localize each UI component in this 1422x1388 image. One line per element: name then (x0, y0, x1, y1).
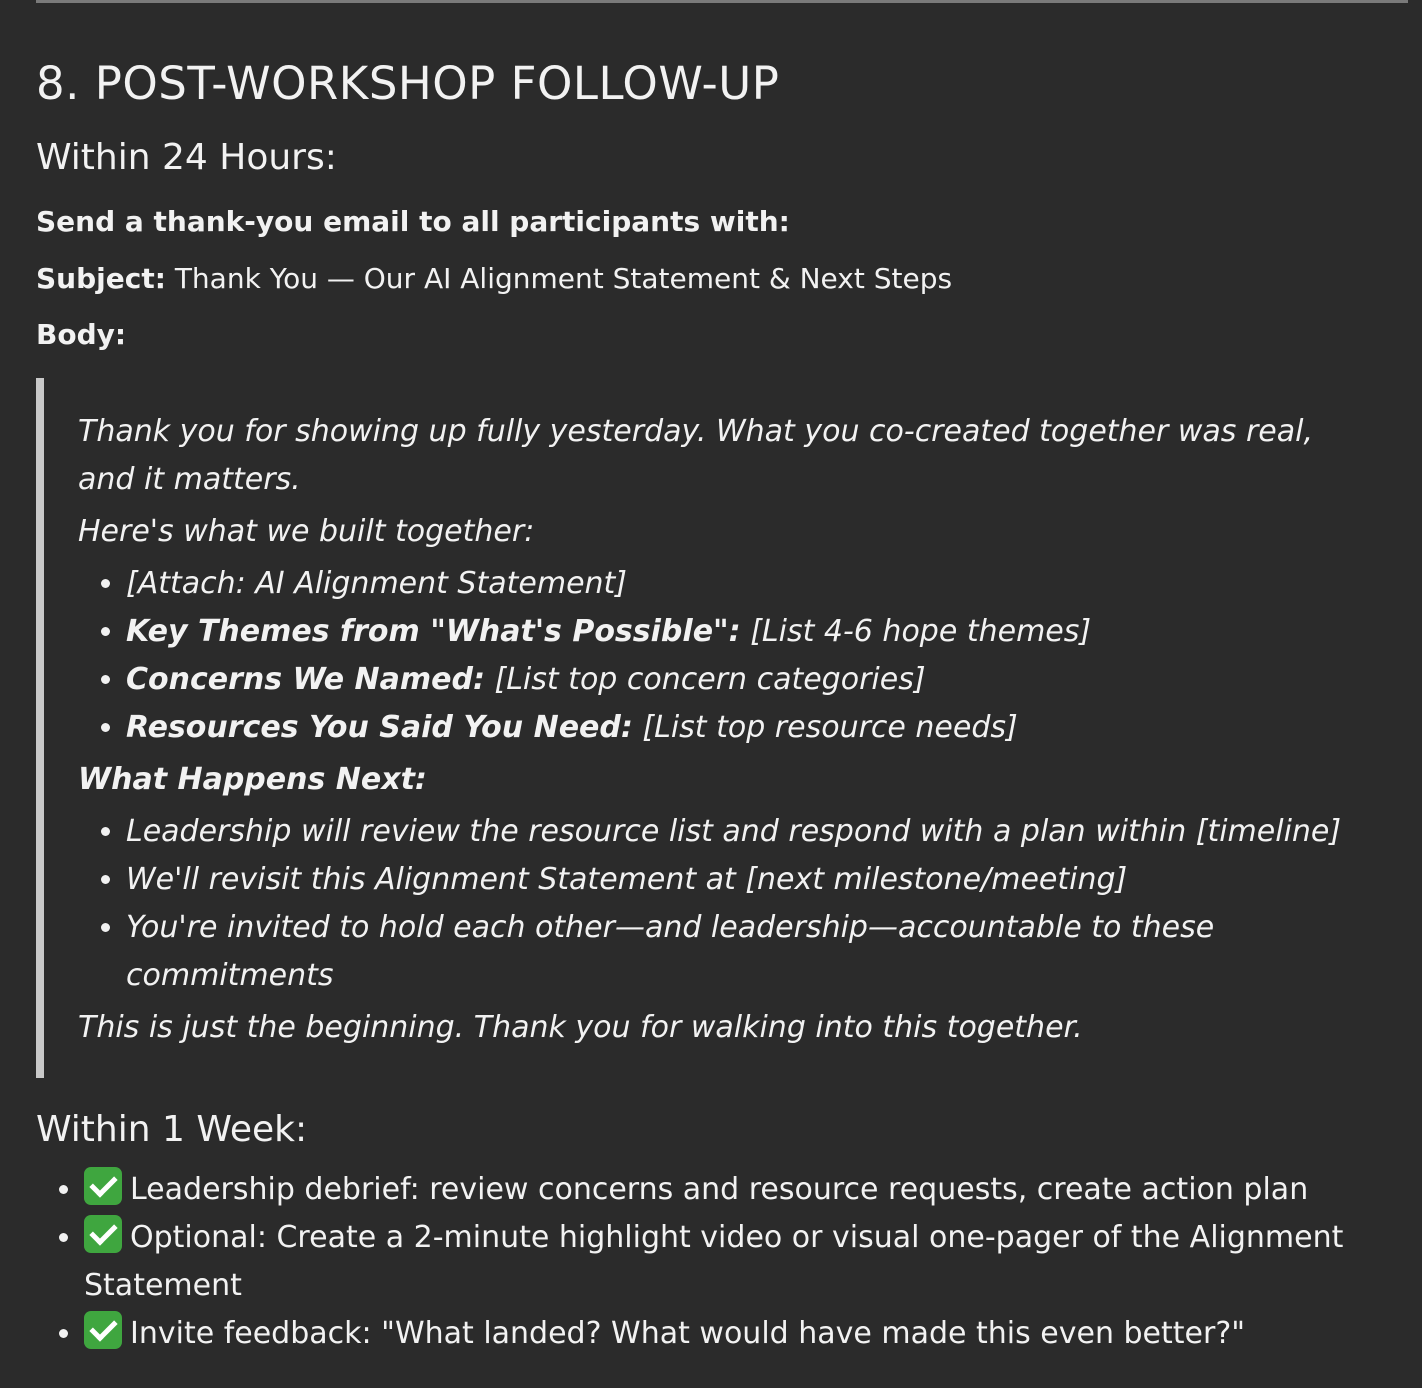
email-subject-line (36, 259, 952, 299)
email-body-quote (36, 378, 1376, 1078)
list-item: • You're invited to hold each other—and leadership—accountable to these commitments (126, 904, 1368, 1000)
list-item (84, 1310, 1422, 1358)
white-check-mark-icon (84, 1311, 122, 1349)
subject-label: Subject: (36, 262, 166, 295)
list-item (126, 704, 1368, 752)
built-item-label: Key Themes from "What's Possible": (126, 614, 741, 649)
subject-text: Thank You — Our AI Alignment Statement & Next Steps (165, 262, 953, 295)
email-body-label: Body: (36, 318, 127, 351)
task-text: Leadership debrief: review concerns and resource requests, create action plan (130, 1172, 1309, 1207)
built-item-text: [List top resource needs] (632, 710, 1018, 745)
white-check-mark-icon (84, 1215, 122, 1253)
built-item-text: [List 4-6 hope themes] (740, 614, 1092, 649)
email-built-line: Here's what we built together: (78, 514, 535, 549)
built-item-label: Resources You Said You Need: (126, 710, 633, 745)
send-email-instruction: Send a thank-you email to all participants with: (36, 205, 790, 238)
built-item-text: [Attach: AI Alignment Statement] (126, 566, 628, 601)
email-closing: This is just the beginning. Thank you for walking into this together. (78, 1010, 1083, 1045)
within-24-hours-heading: Within 24 Hours: (36, 137, 337, 178)
task-text: Invite feedback: "What landed? What would have made this even better?" (130, 1316, 1246, 1351)
list-item (84, 1214, 1422, 1310)
week-task-list (36, 1166, 1422, 1358)
task-text: Optional: Create a 2-minute highlight video or visual one-pager of the Alignment Statement (84, 1220, 1344, 1303)
list-item (84, 1166, 1422, 1214)
list-item (126, 560, 1368, 608)
list-item (126, 608, 1368, 656)
list-item (126, 656, 1368, 704)
list-item: • We'll revisit this Alignment Statement at [next milestone/meeting] (126, 856, 1368, 904)
next-steps-list (78, 808, 1368, 1000)
email-intro: Thank you for showing up fully yesterday. What you co-created together was real, and it matters. (78, 414, 1314, 497)
within-1-week-heading: Within 1 Week: (36, 1109, 308, 1150)
section-divider (36, 0, 1408, 3)
built-together-list (78, 560, 1368, 752)
list-item: • Leadership will review the resource list and respond with a plan within [timeline] (126, 808, 1368, 856)
built-item-label: Concerns We Named: (126, 662, 485, 697)
white-check-mark-icon (84, 1167, 122, 1205)
section-heading: 8. POST-WORKSHOP FOLLOW-UP (36, 57, 780, 110)
what-happens-next-heading: What Happens Next: (78, 762, 427, 797)
built-item-text: [List top concern categories] (484, 662, 926, 697)
